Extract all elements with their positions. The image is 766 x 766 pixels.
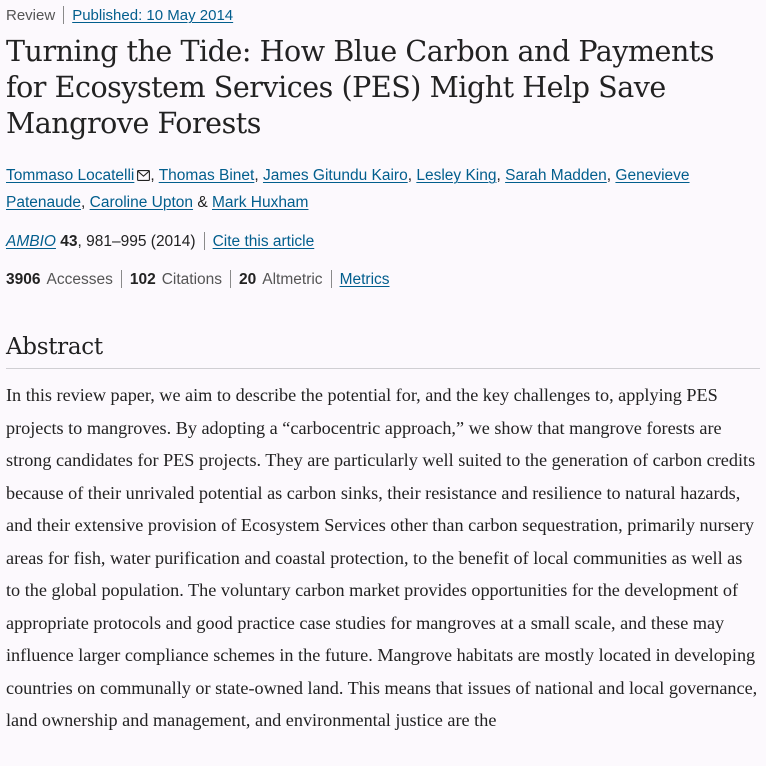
section-divider	[6, 368, 760, 369]
published-date-link[interactable]: Published: 10 May 2014	[72, 7, 234, 24]
article-meta-row	[6, 6, 233, 26]
author-link[interactable]: James Gitundu Kairo	[262, 167, 408, 184]
meta-divider	[63, 6, 64, 24]
citations-count: 102	[129, 271, 156, 288]
author-link[interactable]: Genevieve Patenaude	[6, 167, 690, 211]
author-link[interactable]: Thomas Binet	[158, 167, 255, 184]
citations-label: Citations	[161, 271, 223, 288]
metrics-link[interactable]: Metrics	[339, 271, 390, 288]
author-separator: ,	[407, 167, 413, 184]
author-separator: ,	[150, 167, 155, 184]
author-link[interactable]: Mark Huxham	[212, 194, 309, 211]
email-icon[interactable]	[134, 167, 150, 184]
metrics-row	[6, 270, 390, 290]
journal-link[interactable]: AMBIO	[6, 233, 56, 250]
altmetric-count: 20	[239, 271, 257, 288]
accesses-label: Accesses	[46, 271, 113, 288]
author-ampersand: &	[197, 194, 208, 211]
article-type: Review	[6, 7, 56, 24]
metrics-divider	[331, 270, 332, 288]
author-separator: ,	[606, 167, 612, 184]
abstract-text: In this review paper, we aim to describe the potential for, and the key challenges to, applying PES projects to mangroves. By adopting a “carbocentric approach,” we show that mangrove forests are strong candidates for PES projects. They are particularly well suited to the generation of carbon credits because of their unrivaled potential as carbon sinks, their resistance and resilience to natural hazards, and their extensive provision of Ecosystem Services other than carbon sequestration, primarily nursery areas for fish, water purification and coastal protection, to the benefit of local communities as well as to the global population. The voluntary carbon market provides opportunities for the development of appropriate protocols and good practice case studies for mangroves at a small scale, and these may influence larger compliance schemes in the future. Mangrove habitats are mostly located in developing countries on communally or state-owned land. This means that issues of national and local governance, land ownership and management, and environmental justice are the	[6, 385, 758, 730]
citation-divider	[204, 232, 205, 250]
metrics-divider	[230, 270, 231, 288]
article-title: Turning the Tide: How Blue Carbon and Payments for Ecosystem Services (PES) Might Help Save Mangrove Forests	[6, 35, 715, 140]
author-link[interactable]: Caroline Upton	[89, 194, 194, 211]
metrics-divider	[121, 270, 122, 288]
author-separator: ,	[496, 167, 501, 184]
accesses-count: 3906	[6, 271, 41, 288]
altmetric-label: Altmetric	[262, 271, 323, 288]
author-list	[6, 162, 756, 216]
author-separator: ,	[81, 194, 86, 211]
cite-this-article-link[interactable]: Cite this article	[212, 233, 315, 250]
pages-year: , 981–995 (2014)	[77, 233, 196, 250]
abstract-heading: Abstract	[6, 334, 103, 360]
citation-row	[6, 232, 314, 252]
journal-volume: 43	[60, 233, 78, 250]
author-separator: ,	[254, 167, 259, 184]
author-link[interactable]: Sarah Madden	[505, 167, 607, 184]
author-link[interactable]: Lesley King	[416, 167, 497, 184]
author-link[interactable]: Tommaso Locatelli	[6, 167, 135, 184]
